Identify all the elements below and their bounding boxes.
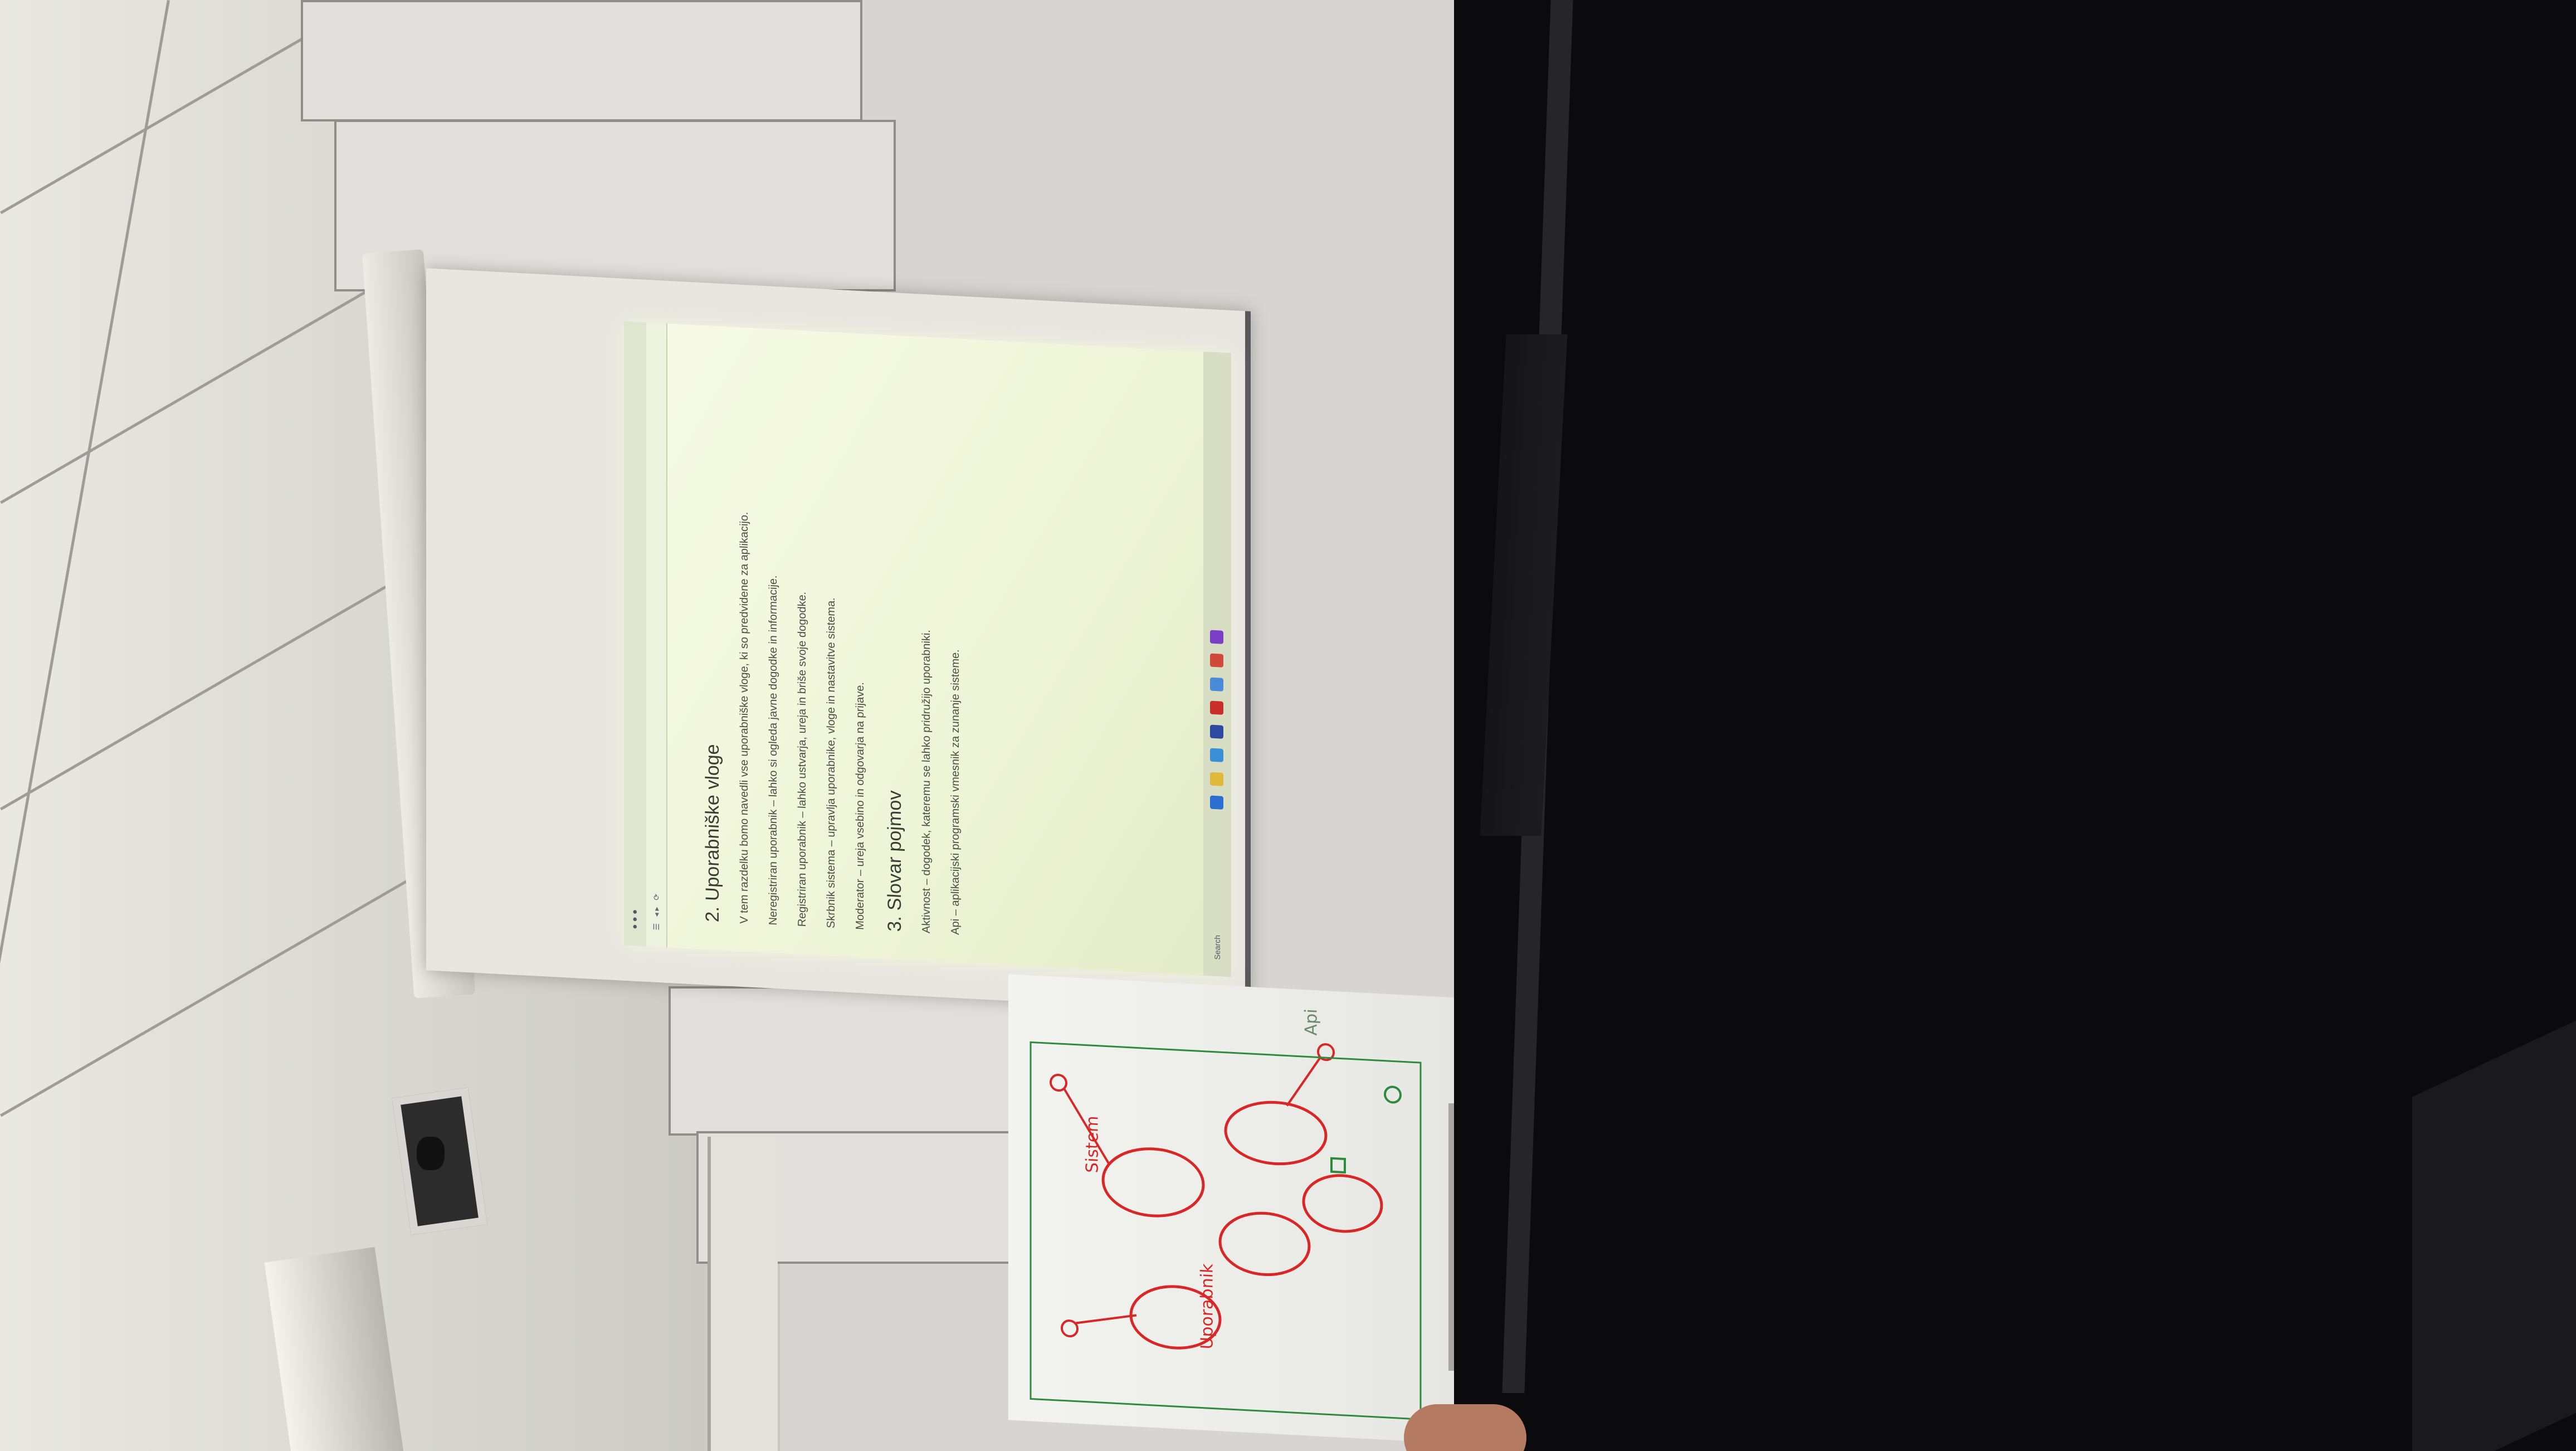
whiteboard-label: Api bbox=[1301, 1008, 1321, 1036]
actor-head bbox=[1385, 1087, 1401, 1103]
wall-tv bbox=[1454, 0, 2576, 1451]
use-case-ellipse bbox=[1103, 1146, 1203, 1218]
role-item: Moderator – ureja vsebino in odgovarja na prijave. bbox=[854, 681, 866, 931]
heading-roles: 2. Uporabniške vloge bbox=[702, 743, 723, 923]
browser-tab-bar: ● ● ● bbox=[624, 321, 646, 946]
projected-slide bbox=[624, 321, 1231, 977]
wall-panel bbox=[301, 0, 862, 121]
role-item: Skrbnik sistema – upravlja uporabnike, vloge in nastavitve sistema. bbox=[825, 597, 837, 929]
tv-corner bbox=[2412, 1020, 2576, 1451]
role-item: Registriran uporabnik – lahko ustvarja, ureja in briše svoje dogodke. bbox=[796, 591, 808, 927]
browser-icon bbox=[1210, 796, 1223, 810]
glossary-item: Api – aplikacijski programski vmesnik za zunanje sisteme. bbox=[949, 649, 962, 936]
app-icon bbox=[1210, 630, 1223, 644]
association-line bbox=[1075, 1312, 1136, 1327]
slide-content bbox=[624, 321, 1231, 977]
system-box bbox=[1331, 1158, 1345, 1172]
actor-head bbox=[1062, 1320, 1077, 1336]
powerpoint-icon bbox=[1210, 701, 1223, 715]
whiteboard-label: Sistem bbox=[1082, 1115, 1102, 1174]
use-case-ellipse bbox=[1226, 1100, 1326, 1166]
whiteboard-diagram bbox=[1008, 974, 1465, 1444]
wall-panel bbox=[669, 986, 1018, 1136]
roles-intro: V tem razdelku bomo navedli vse uporabniške vloge, ki so predvidene za aplikacijo. bbox=[738, 511, 750, 924]
use-case-ellipse bbox=[1131, 1284, 1220, 1350]
edge-icon bbox=[1210, 748, 1223, 762]
ceiling-speaker-grille bbox=[417, 1137, 445, 1170]
glossary-item: Aktivnost – dogodek, kateremu se lahko pridružijo uporabniki. bbox=[920, 629, 933, 934]
role-item: Neregistriran uporabnik – lahko si ogleda javne dogodke in informacije. bbox=[767, 574, 779, 926]
system-boundary bbox=[1031, 1042, 1421, 1419]
taskbar-search: Search bbox=[1213, 934, 1222, 960]
use-case-ellipse bbox=[1304, 1174, 1382, 1233]
whiteboard-label: Uporabnik bbox=[1197, 1263, 1217, 1350]
actor-head bbox=[1051, 1074, 1066, 1090]
document-toolbar: ☰ ◂ ▸ ⟳ bbox=[646, 321, 667, 947]
association-line bbox=[1287, 1056, 1320, 1108]
door-frame bbox=[708, 1137, 778, 1451]
chrome-icon bbox=[1210, 654, 1223, 668]
document-body bbox=[685, 363, 977, 936]
folder-icon bbox=[1210, 772, 1223, 786]
whiteboard bbox=[1008, 974, 1470, 1444]
hand bbox=[1404, 1404, 1526, 1451]
app-icon bbox=[1210, 677, 1223, 691]
association-line bbox=[1064, 1089, 1109, 1163]
taskbar-icons bbox=[1210, 519, 1224, 810]
use-case-ellipse bbox=[1220, 1211, 1309, 1277]
word-icon bbox=[1210, 724, 1223, 738]
heading-glossary: 3. Slovar pojmov bbox=[884, 790, 905, 932]
